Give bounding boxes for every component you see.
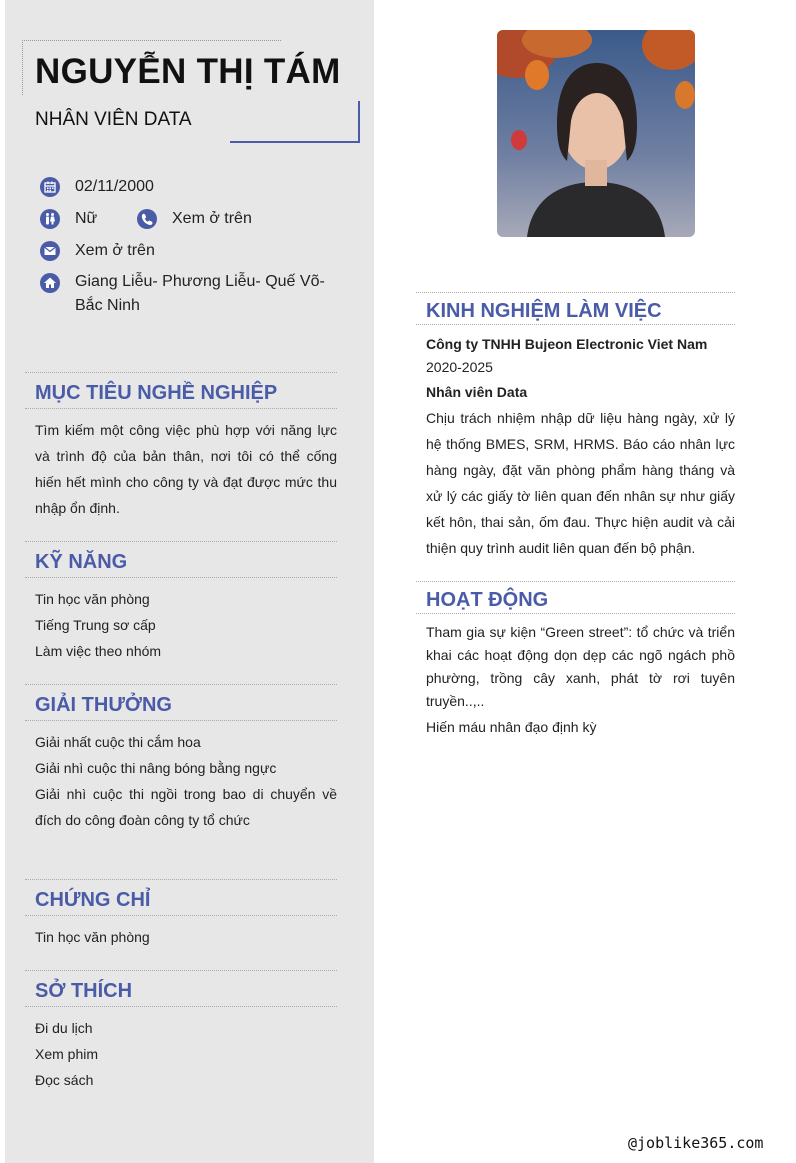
- job-title: NHÂN VIÊN DATA: [35, 109, 192, 130]
- phone-icon: [137, 209, 157, 229]
- award-item: Giải nhì cuộc thi nâng bóng bằng ngực: [35, 760, 277, 776]
- objective-section-header: [25, 372, 337, 409]
- email-icon: [40, 241, 60, 261]
- activities-section-header: [416, 581, 735, 614]
- experience-section-header: [416, 292, 735, 325]
- objective-title: MỤC TIÊU NGHỀ NGHIỆP: [35, 382, 278, 404]
- hobby-item: Đọc sách: [35, 1072, 94, 1088]
- address-value: Giang Liễu- Phương Liễu- Quế Võ- Bắc Ninh: [75, 273, 325, 314]
- skills-section-header: [25, 541, 337, 578]
- skill-item: Làm việc theo nhóm: [35, 643, 162, 659]
- birthday-value: 02/11/2000: [75, 178, 154, 195]
- skill-item: Tin học văn phòng: [35, 591, 150, 607]
- awards-title: GIẢI THƯỞNG: [35, 694, 172, 716]
- award-item: Giải nhì cuộc thi ngồi trong bao di chuyển về đích do công đoàn công ty tổ chức: [35, 786, 337, 828]
- skills-title: KỸ NĂNG: [35, 551, 128, 573]
- profile-photo: [497, 30, 695, 237]
- awards-section-header: [25, 684, 337, 721]
- calendar-icon: [40, 177, 60, 197]
- hobbies-title: SỞ THÍCH: [35, 980, 133, 1002]
- award-item: Giải nhất cuộc thi cắm hoa: [35, 734, 201, 750]
- gender-value: Nữ: [75, 210, 98, 227]
- phone-value: Xem ở trên: [172, 210, 252, 227]
- activity-item: Tham gia sự kiện “Green street”: tổ chức và triển khai các hoạt động dọn dẹp các ngõ ngách phồ phường, trồng cây xanh, phát tờ rơi tuyên truyền..,..: [426, 624, 735, 709]
- experience-description: Chịu trách nhiệm nhập dữ liệu hàng ngày, xử lý hệ thống BMES, SRM, HRMS. Báo cáo nhân lực hàng ngày, đặt văn phòng phẩm hàng tháng và xử lý các giấy tờ liên quan đến nhân sự như giấy kết hôn, thai sản, ốm đau. Thực hiện audit và cải thiện quy trình audit liên quan đến bộ phận.: [426, 410, 735, 556]
- gender-icon: [40, 209, 60, 229]
- activity-item: Hiến máu nhân đạo định kỳ: [426, 719, 597, 735]
- experience-title: KINH NGHIỆM LÀM VIỆC: [426, 300, 662, 322]
- objective-text: Tìm kiếm một công việc phù hợp với năng lực và trình độ của bản thân, nơi tôi có thể cống hiến hết mình cho công ty và đạt được mức thu nhập ổn định.: [35, 422, 337, 516]
- certificate-item: Tin học văn phòng: [35, 929, 150, 945]
- experience-position: Nhân viên Data: [426, 384, 528, 400]
- certificates-title: CHỨNG CHỈ: [35, 889, 151, 911]
- home-icon: [40, 273, 60, 293]
- job-frame-decoration: [230, 101, 360, 143]
- hobbies-section-header: [25, 970, 337, 1007]
- certificates-section-header: [25, 879, 337, 916]
- watermark-text: @joblike365.com: [628, 1134, 764, 1152]
- skill-item: Tiếng Trung sơ cấp: [35, 617, 156, 633]
- experience-company: Công ty TNHH Bujeon Electronic Viet Nam: [426, 336, 708, 352]
- hobby-item: Xem phim: [35, 1046, 99, 1062]
- candidate-name: NGUYỄN THỊ TÁM: [35, 52, 341, 91]
- hobby-item: Đi du lịch: [35, 1020, 93, 1036]
- email-value: Xem ở trên: [75, 242, 155, 259]
- experience-period: 2020-2025: [426, 359, 493, 375]
- activities-title: HOẠT ĐỘNG: [426, 589, 549, 611]
